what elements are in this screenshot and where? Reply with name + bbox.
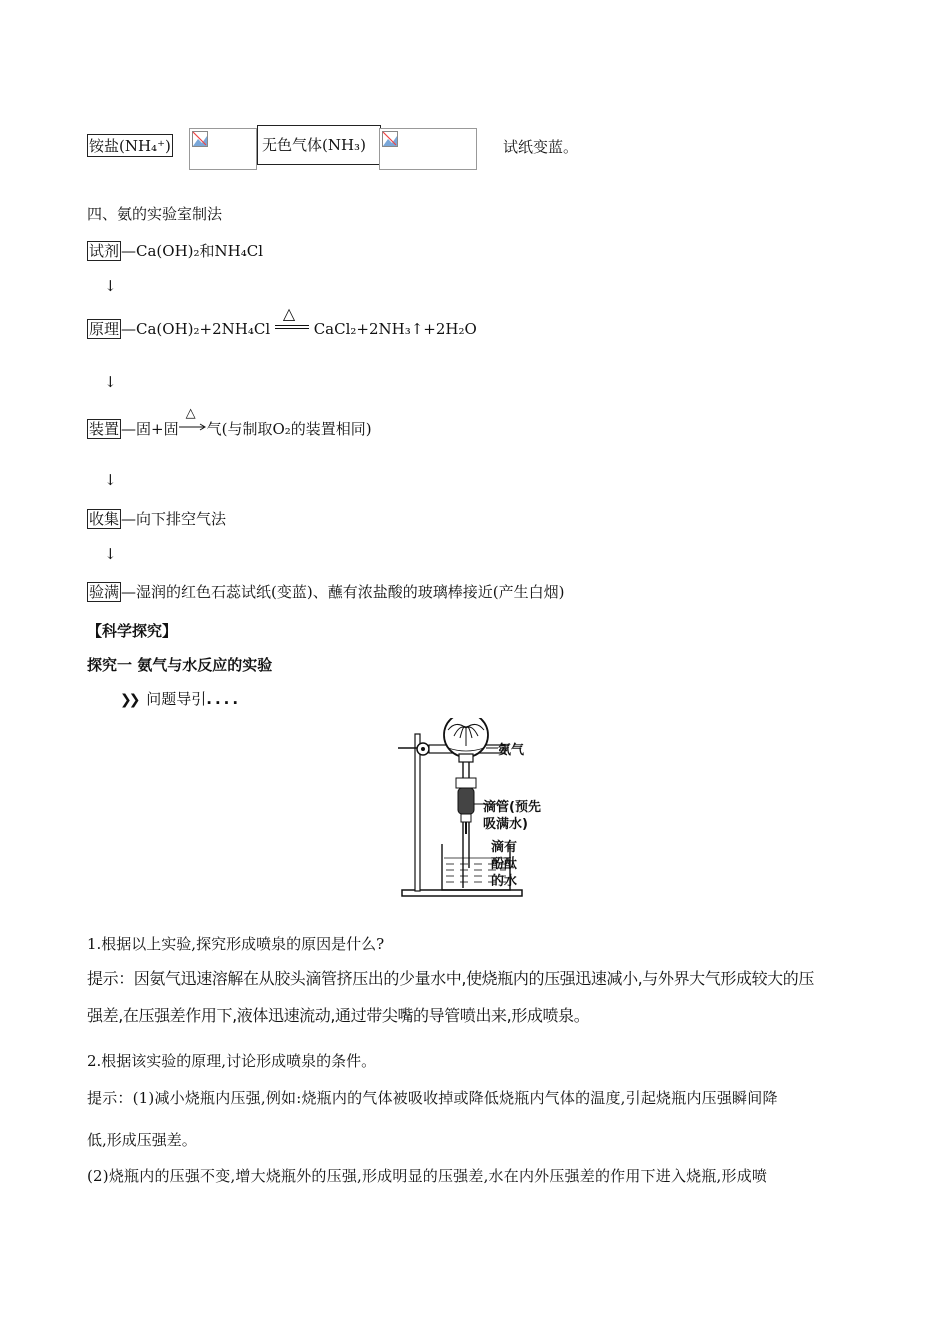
principle-right: CaCl₂+2NH₃↑+2H₂O [313, 320, 477, 338]
q2-hint-line1: 提示：(1)减小烧瓶内压强,例如:烧瓶内的气体被吸收掉或降低烧瓶内气体的温度,引起烧瓶内压强瞬间降 [87, 1089, 778, 1107]
label-water-line1: 滴有 [491, 840, 518, 855]
full-text: —湿润的红色石蕊试纸(变蓝)、蘸有浓盐酸的玻璃棒接近(产生白烟) [121, 583, 565, 601]
q2-hint-line2: 低,形成压强差。 [87, 1131, 197, 1149]
science-heading: 【科学探究】 [87, 622, 178, 640]
section-heading: 四、氨的实验室制法 [87, 205, 223, 223]
result-text: 试纸变蓝。 [503, 138, 579, 156]
ammonium-salt-box: 铵盐(NH₄⁺) [87, 134, 173, 157]
q1-hint-line2: 强差,在压强差作用下,液体迅速流动,通过带尖嘴的导管喷出来,形成喷泉。 [87, 1006, 590, 1025]
down-arrow: ↓ [104, 277, 117, 295]
heat-symbol: △ [185, 406, 196, 421]
broken-image-icon [192, 131, 208, 147]
q2-hint-line3: (2)烧瓶内的压强不变,增大烧瓶外的压强,形成明显的压强差,水在内外压强差的作用下进入烧瓶,形成喷 [87, 1167, 768, 1185]
explore-heading: 探究一 氨气与水反应的实验 [87, 656, 273, 674]
apparatus-line [87, 406, 372, 439]
full-label: 验满 [89, 583, 120, 601]
label-dropper-line2: 吸满水) [483, 817, 528, 832]
broken-image-icon [382, 131, 398, 147]
heat-arrow [179, 406, 207, 436]
label-water-line3: 的水 [491, 874, 518, 889]
down-arrow: ↓ [104, 373, 117, 391]
question-2: 2.根据该实验的原理,讨论形成喷泉的条件。 [87, 1052, 377, 1070]
reagent-label: 试剂 [89, 242, 120, 260]
heat-symbol: △ [282, 304, 296, 323]
collect-label: 收集 [89, 510, 120, 528]
apparatus-text-1: —固+固 [121, 420, 179, 438]
label-water-line2: 酚酞 [491, 857, 518, 872]
label-ammonia: 氨气 [498, 743, 525, 758]
guide-label: 问题导引 [146, 690, 207, 708]
label-water [491, 839, 517, 890]
reagent-text: —Ca(OH)₂和NH₄Cl [121, 242, 264, 260]
gas-box: 无色气体(NH₃) [257, 125, 381, 165]
q1-hint-line1: 提示：因氨气迅速溶解在从胶头滴管挤压出的少量水中,使烧瓶内的压强迅速减小,与外界大气形成较大的压 [87, 969, 814, 988]
collect-line [87, 508, 226, 529]
image-placeholder-1 [189, 128, 257, 170]
heat-equals-sign [275, 304, 309, 336]
label-dropper [483, 799, 541, 833]
double-chevron-icon: ❯❯ [120, 692, 138, 708]
principle-left: —Ca(OH)₂+2NH₄Cl [121, 320, 271, 338]
down-arrow: ↓ [104, 471, 117, 489]
guide-line [120, 688, 241, 709]
image-placeholder-2 [379, 128, 477, 170]
apparatus-text-2: 气(与制取O₂的装置相同) [206, 420, 372, 438]
apparatus-label: 装置 [89, 420, 120, 438]
principle-line [87, 304, 477, 339]
principle-label: 原理 [89, 320, 120, 338]
label-dropper-line1: 滴管(预先 [483, 800, 541, 815]
dots-decoration: .... [206, 690, 242, 708]
question-1: 1.根据以上实验,探究形成喷泉的原因是什么? [87, 935, 385, 953]
collect-text: —向下排空气法 [121, 510, 227, 528]
full-line [87, 581, 564, 602]
reagent-line [87, 240, 263, 261]
down-arrow: ↓ [104, 545, 117, 563]
